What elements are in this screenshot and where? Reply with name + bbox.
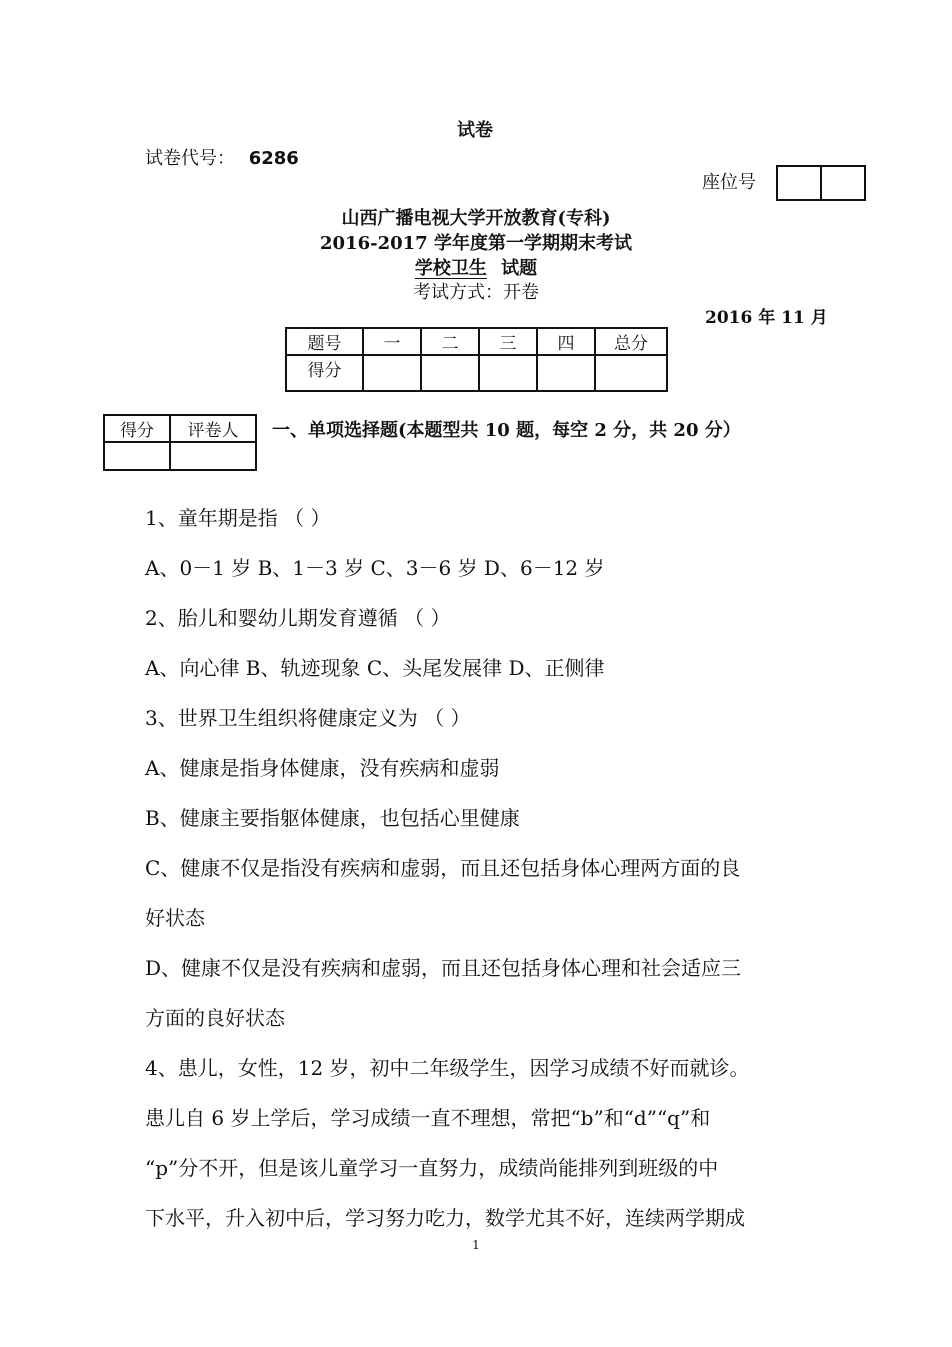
course-name: 学校卫生 bbox=[414, 258, 487, 279]
grader-table-cell bbox=[170, 442, 256, 470]
university-name: 山西广播电视大学开放教育(专科) bbox=[341, 208, 611, 229]
exam-word: 试题 bbox=[501, 258, 538, 279]
score-table-cell: 二 bbox=[421, 328, 479, 355]
score-table-cell: 题号 bbox=[286, 328, 363, 355]
seat-number-label: 座位号 bbox=[702, 172, 756, 193]
exam-code-value: 6286 bbox=[248, 148, 299, 169]
exam-code bbox=[145, 144, 299, 170]
exam-date: 2016 年 11 月 bbox=[705, 308, 828, 328]
score-table-cell: 一 bbox=[363, 328, 421, 355]
score-table-score-row bbox=[286, 355, 667, 391]
score-table-cell: 四 bbox=[537, 328, 595, 355]
document-title: 试卷 bbox=[457, 120, 493, 141]
score-table-header-row bbox=[286, 328, 667, 355]
question-line: 4、患儿，女性，12 岁，初中二年级学生，因学习成绩不好而就诊。 bbox=[145, 1056, 750, 1080]
score-table-cell bbox=[421, 355, 479, 391]
score-table-cell bbox=[537, 355, 595, 391]
score-table-cell bbox=[363, 355, 421, 391]
question-line: A、0－1 岁 B、1－3 岁 C、3－6 岁 D、6－12 岁 bbox=[145, 556, 605, 580]
page-number: 1 bbox=[472, 1238, 480, 1252]
grader-table-cell: 得分 bbox=[104, 415, 170, 442]
question-line: 方面的良好状态 bbox=[145, 1006, 285, 1030]
section-title: 一、单项选择题(本题型共 10 题，每空 2 分，共 20 分） bbox=[272, 420, 741, 441]
score-table-cell bbox=[595, 355, 667, 391]
question-line: 1、童年期是指 （ ） bbox=[145, 506, 331, 530]
question-line: C、健康不仅是指没有疾病和虚弱，而且还包括身体心理两方面的良 bbox=[145, 856, 741, 880]
question-line: 2、胎儿和婴幼儿期发育遵循 （ ） bbox=[145, 606, 451, 630]
grader-table-cell: 评卷人 bbox=[170, 415, 256, 442]
semester-title: 2016-2017 学年度第一学期期末考试 bbox=[320, 233, 632, 254]
grader-table bbox=[103, 414, 257, 471]
score-table-cell: 总分 bbox=[595, 328, 667, 355]
seat-number-cell bbox=[777, 166, 821, 200]
score-table-cell: 三 bbox=[479, 328, 537, 355]
question-line: 下水平，升入初中后，学习努力吃力，数学尤其不好，连续两学期成 bbox=[145, 1206, 745, 1230]
question-line: 患儿自 6 岁上学后，学习成绩一直不理想，常把“b”和“d”“q”和 bbox=[145, 1106, 711, 1130]
question-line: A、向心律 B、轨迹现象 C、头尾发展律 D、正侧律 bbox=[145, 656, 605, 680]
question-line: 3、世界卫生组织将健康定义为 （ ） bbox=[145, 706, 471, 730]
question-line: “p”分不开，但是该儿童学习一直努力，成绩尚能排列到班级的中 bbox=[145, 1156, 719, 1180]
grader-table-cell bbox=[104, 442, 170, 470]
course-title bbox=[0, 254, 952, 280]
question-line: A、健康是指身体健康，没有疾病和虚弱 bbox=[145, 756, 500, 780]
score-table-cell bbox=[479, 355, 537, 391]
question-line: 好状态 bbox=[145, 906, 205, 930]
seat-number-box bbox=[776, 165, 866, 201]
score-table bbox=[285, 327, 668, 392]
seat-number-cell bbox=[821, 166, 865, 200]
exam-mode: 考试方式：开卷 bbox=[413, 282, 539, 303]
exam-code-label: 试卷代号： bbox=[145, 148, 235, 169]
question-line: B、健康主要指躯体健康，也包括心里健康 bbox=[145, 806, 520, 830]
score-table-cell: 得分 bbox=[286, 355, 363, 391]
question-line: D、健康不仅是没有疾病和虚弱，而且还包括身体心理和社会适应三 bbox=[145, 956, 742, 980]
